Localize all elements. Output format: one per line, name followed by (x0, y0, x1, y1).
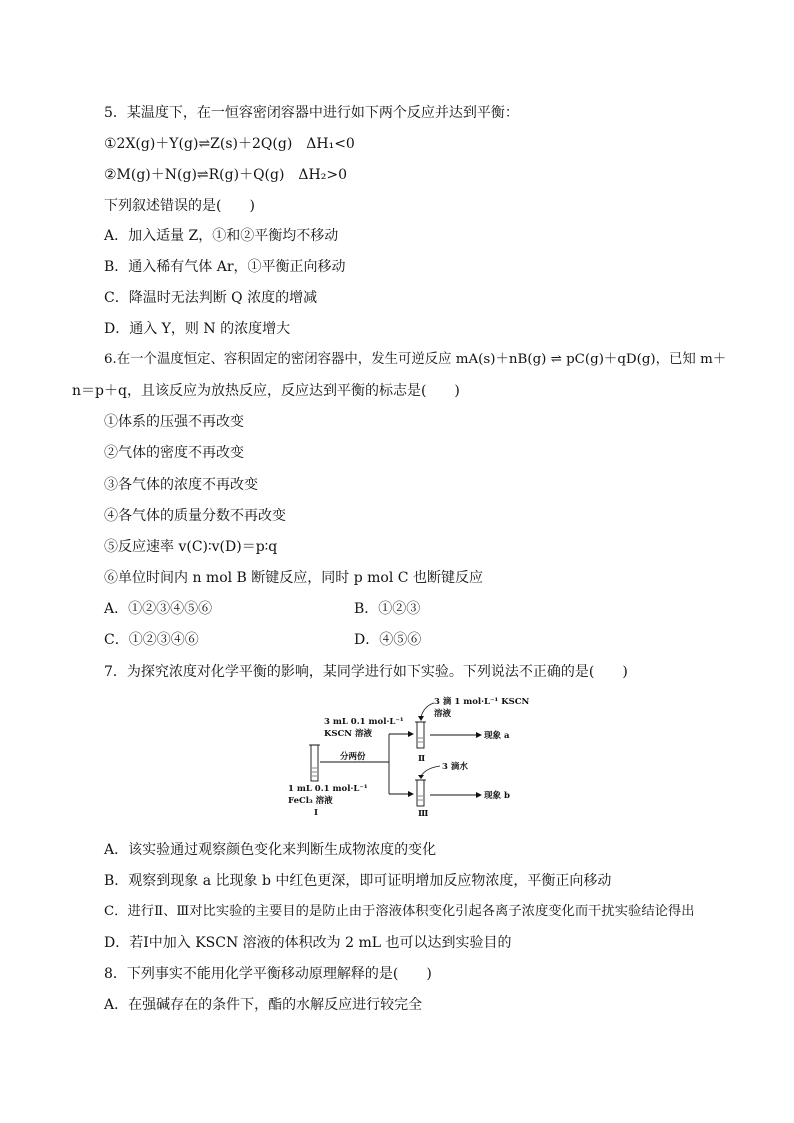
q6-item-6: ⑥单位时间内 n mol B 断键反应，同时 p mol C 也断键反应 (104, 570, 483, 586)
drop-arrow-ii (421, 703, 434, 717)
tube-label-iii: Ⅲ (418, 809, 429, 819)
q7-stem: 7．为探究浓度对化学平衡的影响，某同学进行如下实验。下列说法不正确的是( ) (104, 664, 628, 680)
q5-option-c: C．降温时无法判断 Q 浓度的增减 (104, 290, 318, 306)
q5-option-a: A．加入适量 Z，①和②平衡均不移动 (104, 228, 339, 244)
tube-label-i: Ⅰ (314, 808, 318, 818)
q5-stem: 5．某温度下，在一恒容密闭容器中进行如下两个反应并达到平衡： (104, 105, 519, 121)
test-tube-iii (415, 780, 426, 806)
q7-option-b: B．观察到现象 a 比现象 b 中红色更深，即可证明增加反应物浓度，平衡正向移动 (104, 873, 612, 889)
q7-option-a: A．该实验通过观察颜色变化来判断生成物浓度的变化 (104, 842, 437, 858)
phenomenon-a-label: 现象 a (484, 731, 510, 741)
q7-option-d: D．若Ⅰ中加入 KSCN 溶液的体积改为 2 mL 也可以达到实验目的 (104, 935, 512, 951)
arrow-to-tube-iii (408, 791, 414, 797)
q6-item-4: ④各气体的质量分数不再改变 (104, 508, 286, 524)
q8-stem: 8．下列事实不能用化学平衡移动原理解释的是( ) (104, 966, 432, 982)
q6-item-1: ①体系的压强不再改变 (104, 414, 244, 430)
q7-option-c: C．进行Ⅱ、Ⅲ对比实验的主要目的是防止由于溶液体积变化引起各离子浓度变化而干扰实验结论得出 (104, 904, 695, 919)
top-drop-label-2: 溶液 (434, 709, 452, 719)
q6-stem-line2: n＝p＋q，且该反应为放热反应，反应达到平衡的标志是( ) (72, 383, 460, 399)
phenomenon-b-label: 现象 b (484, 791, 510, 801)
test-tube-i (309, 745, 320, 781)
q6-item-2: ②气体的密度不再改变 (104, 445, 244, 461)
arrow-phenomenon-a (476, 732, 482, 738)
q5-reaction-1: ①2X(g)＋Y(g)⇌Z(s)＋2Q(g) ΔH₁<0 (104, 136, 355, 152)
q5-reaction-2: ②M(g)＋N(g)⇌R(g)＋Q(g) ΔH₂>0 (104, 167, 347, 183)
experiment-diagram (284, 690, 544, 820)
q5-question: 下列叙述错误的是( ) (104, 198, 255, 214)
q5-option-b: B．通入稀有气体 Ar，①平衡正向移动 (104, 259, 346, 275)
experiment-diagram-svg (284, 690, 544, 820)
q6-stem-line1: 6.在一个温度恒定、容积固定的密闭容器中，发生可逆反应 mA(s)＋nB(g) ⇌ pC(g)＋qD(g)，已知 m＋ (104, 352, 727, 367)
reagent-label-2: KSCN 溶液 (324, 729, 373, 739)
q6-option-c: C．①②③④⑥ (104, 632, 199, 648)
q6-option-b: B．①②③ (354, 601, 421, 617)
q5-option-d: D．通入 Y，则 N 的浓度增大 (104, 321, 291, 337)
arrow-phenomenon-b (476, 792, 482, 798)
q6-option-d: D．④⑤⑥ (354, 632, 422, 648)
q8-option-a: A．在强碱存在的条件下，酯的水解反应进行较完全 (104, 997, 423, 1013)
drop-arrow-iii (421, 766, 440, 776)
tube1-label-1: 1 mL 0.1 mol·L⁻¹ (288, 784, 368, 794)
q6-item-5: ⑤反应速率 v(C)∶v(D)＝p∶q (104, 539, 278, 555)
arrow-to-tube-ii (408, 731, 414, 737)
tube1-label-2: FeCl₃ 溶液 (288, 796, 333, 806)
test-tube-ii (415, 722, 426, 748)
q6-item-3: ③各气体的浓度不再改变 (104, 477, 258, 493)
split-label: 分两份 (340, 752, 366, 762)
tube-label-ii: Ⅱ (418, 754, 426, 764)
reagent-label-1: 3 mL 0.1 mol·L⁻¹ (324, 717, 404, 727)
water-label: 3 滴水 (442, 762, 468, 772)
top-drop-label-1: 3 滴 1 mol·L⁻¹ KSCN (434, 697, 530, 707)
q6-option-a: A．①②③④⑤⑥ (104, 601, 213, 617)
